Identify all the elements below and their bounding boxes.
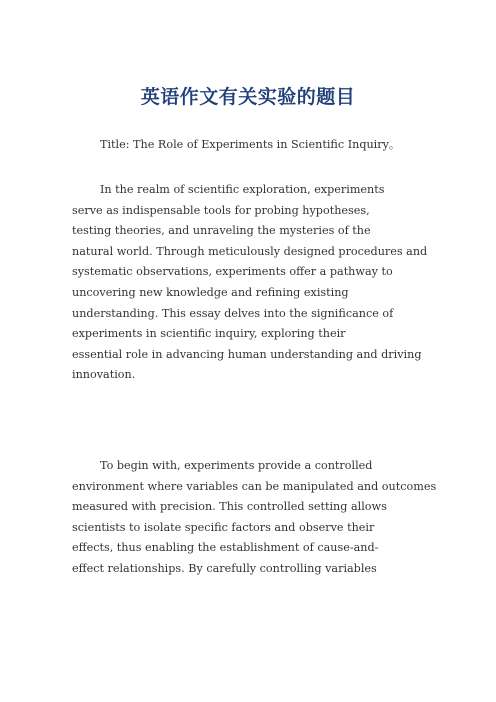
paragraph-line: understanding. This essay delves into the significance of bbox=[72, 306, 394, 320]
paragraph-line: testing theories, and unraveling the mysteries of the bbox=[72, 224, 371, 238]
paragraph-1 bbox=[72, 180, 428, 386]
paragraph-line: In the realm of scientific exploration, experiments bbox=[100, 183, 385, 196]
paragraph-line: innovation. bbox=[72, 368, 136, 382]
paragraph-line: uncovering new knowledge and refining existing bbox=[72, 285, 349, 299]
paragraph-line: effects, thus enabling the establishment of cause-and- bbox=[72, 541, 379, 555]
paragraph-line: environment where variables can be manipulated and outcomes bbox=[72, 479, 437, 493]
paragraph-line: experiments in scientific inquiry, exploring their bbox=[72, 327, 346, 341]
paragraph-line: essential role in advancing human understanding and driving bbox=[72, 347, 422, 361]
paragraph-line: measured with precision. This controlled setting allows bbox=[72, 500, 387, 514]
paragraph-line: To begin with, experiments provide a controlled bbox=[100, 459, 373, 472]
paragraph-line: effect relationships. By carefully controlling variables bbox=[72, 561, 377, 575]
paragraph-line: serve as indispensable tools for probing hypotheses, bbox=[72, 203, 370, 217]
paragraph-line: scientists to isolate specific factors and observe their bbox=[72, 520, 375, 534]
document-title: 英语作文有关实验的题目 bbox=[140, 86, 356, 108]
essay-title-line: Title: The Role of Experiments in Scientific Inquiry。 bbox=[100, 138, 401, 151]
paragraph-line: natural world. Through meticulously designed procedures and bbox=[72, 244, 428, 258]
paragraph-2 bbox=[72, 456, 437, 580]
paragraph-line: systematic observations, experiments offer a pathway to bbox=[72, 265, 393, 279]
